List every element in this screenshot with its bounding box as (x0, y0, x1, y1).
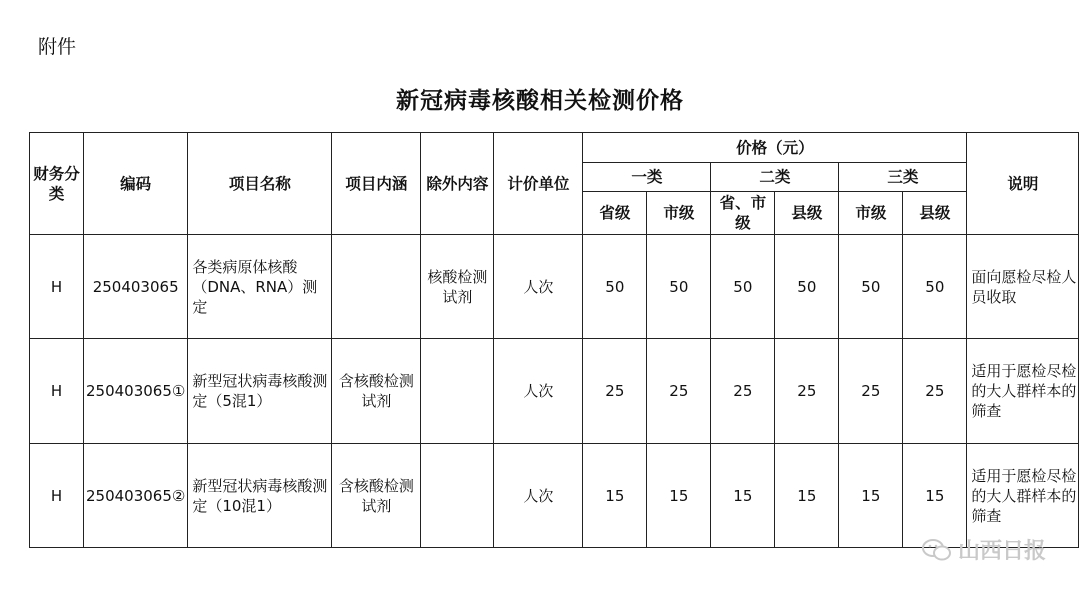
cell-unit: 人次 (494, 339, 583, 444)
cell-content (332, 235, 421, 339)
cell-price-t3-county: 15 (903, 444, 967, 548)
document-title: 新冠病毒核酸相关检测价格 (396, 87, 684, 114)
header-category: 财务分类 (30, 133, 84, 235)
cell-content: 含核酸检测试剂 (332, 339, 421, 444)
table-row (30, 235, 1079, 339)
header-t1-province: 省级 (583, 192, 647, 235)
header-t3-city: 市级 (839, 192, 903, 235)
cell-excluded (421, 339, 494, 444)
cell-note: 面向愿检尽检人员收取 (967, 235, 1079, 339)
cell-category: H (30, 235, 84, 339)
header-t2-county: 县级 (775, 192, 839, 235)
price-table (29, 132, 1079, 548)
cell-note: 适用于愿检尽检的大人群样本的筛查 (967, 339, 1079, 444)
header-excluded: 除外内容 (421, 133, 494, 235)
cell-price-t1-province: 25 (583, 339, 647, 444)
header-note: 说明 (967, 133, 1079, 235)
cell-code: 250403065① (84, 339, 188, 444)
watermark (922, 534, 1046, 565)
header-tier2: 二类 (711, 163, 839, 192)
cell-price-t2-county: 15 (775, 444, 839, 548)
table-row (30, 444, 1079, 548)
header-t1-city: 市级 (647, 192, 711, 235)
watermark-text: 山西日报 (957, 539, 1046, 564)
cell-price-t1-province: 15 (583, 444, 647, 548)
cell-code: 250403065② (84, 444, 188, 548)
cell-price-t1-city: 15 (647, 444, 711, 548)
cell-price-t3-county: 50 (903, 235, 967, 339)
header-row-1 (30, 133, 1079, 163)
header-tier3: 三类 (839, 163, 967, 192)
header-t2-province-city: 省、市级 (711, 192, 775, 235)
cell-price-t2-province-city: 50 (711, 235, 775, 339)
cell-code: 250403065 (84, 235, 188, 339)
cell-price-t3-county: 25 (903, 339, 967, 444)
header-t3-county: 县级 (903, 192, 967, 235)
cell-category: H (30, 339, 84, 444)
cell-content: 含核酸检测试剂 (332, 444, 421, 548)
cell-price-t2-county: 50 (775, 235, 839, 339)
cell-note: 适用于愿检尽检的大人群样本的筛查 (967, 444, 1079, 548)
cell-price-t1-city: 50 (647, 235, 711, 339)
header-unit: 计价单位 (494, 133, 583, 235)
cell-unit: 人次 (494, 235, 583, 339)
wechat-icon (922, 538, 952, 562)
cell-name: 新型冠状病毒核酸测定（10混1） (188, 444, 332, 548)
cell-price-t2-province-city: 15 (711, 444, 775, 548)
cell-unit: 人次 (494, 444, 583, 548)
cell-price-t1-province: 50 (583, 235, 647, 339)
header-code: 编码 (84, 133, 188, 235)
cell-price-t3-city: 15 (839, 444, 903, 548)
header-price: 价格（元） (583, 133, 967, 163)
annex-label: 附件 (38, 36, 77, 58)
cell-price-t2-county: 25 (775, 339, 839, 444)
table-row (30, 339, 1079, 444)
cell-price-t3-city: 25 (839, 339, 903, 444)
cell-category: H (30, 444, 84, 548)
header-tier1: 一类 (583, 163, 711, 192)
header-name: 项目名称 (188, 133, 332, 235)
cell-price-t1-city: 25 (647, 339, 711, 444)
cell-excluded: 核酸检测试剂 (421, 235, 494, 339)
header-content: 项目内涵 (332, 133, 421, 235)
cell-excluded (421, 444, 494, 548)
cell-price-t2-province-city: 25 (711, 339, 775, 444)
cell-price-t3-city: 50 (839, 235, 903, 339)
cell-name: 新型冠状病毒核酸测定（5混1） (188, 339, 332, 444)
cell-name: 各类病原体核酸（DNA、RNA）测定 (188, 235, 332, 339)
